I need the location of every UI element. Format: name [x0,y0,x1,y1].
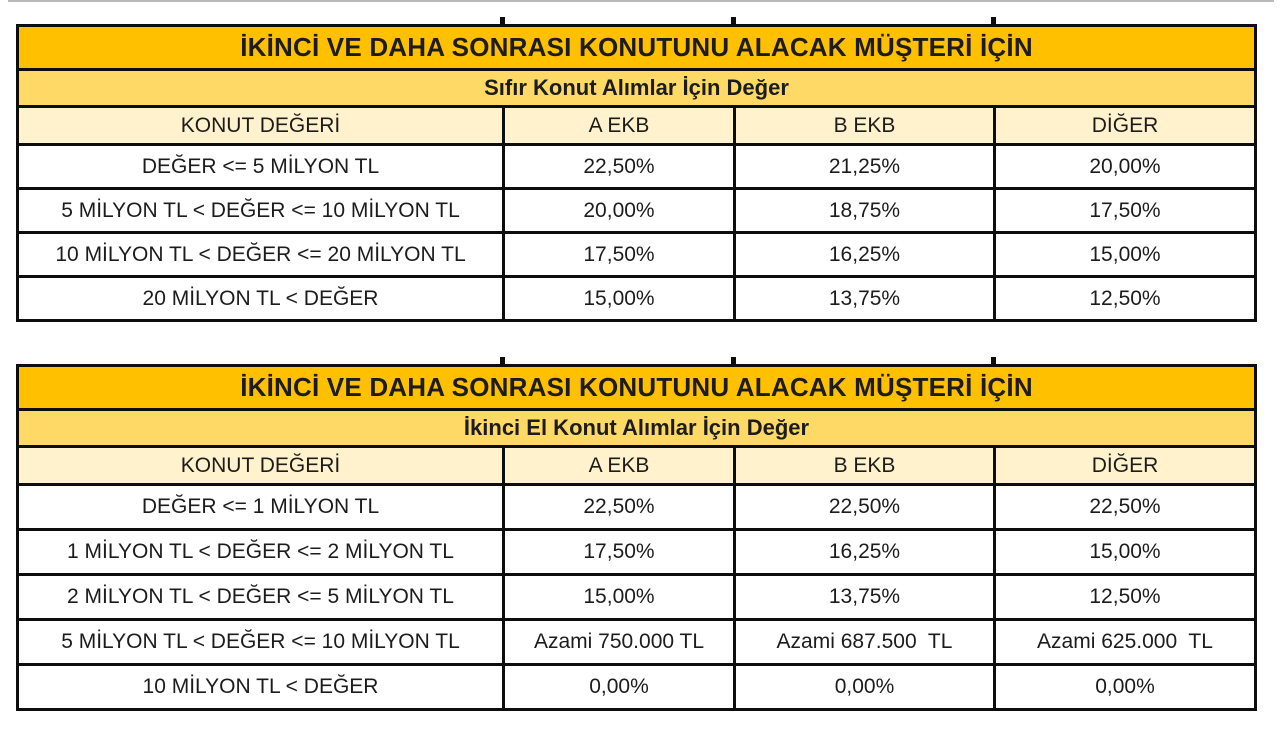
a-ekb-rate-cell: 22,50% [504,485,735,530]
b-ekb-rate-cell: 0,00% [735,665,995,710]
column-header-b-ekb: B EKB [735,447,995,485]
range-cell: 20 MİLYON TL < DEĞER [18,277,504,321]
diger-rate-cell: 15,00% [995,530,1256,575]
a-ekb-rate-cell: 0,00% [504,665,735,710]
column-header-row [18,107,1256,145]
column-header-a-ekb: A EKB [504,107,735,145]
table-row [18,277,1256,321]
a-ekb-max-amount-cell: Azami 750.000 TL [504,620,735,665]
range-cell: DEĞER <= 1 MİLYON TL [18,485,504,530]
diger-rate-cell: 12,50% [995,575,1256,620]
diger-rate-cell: 22,50% [995,485,1256,530]
b-ekb-rate-cell: 22,50% [735,485,995,530]
diger-rate-cell: 17,50% [995,189,1256,233]
b-ekb-rate-cell: 13,75% [735,575,995,620]
range-cell: 10 MİLYON TL < DEĞER [18,665,504,710]
column-header-b-ekb: B EKB [735,107,995,145]
range-cell: 2 MİLYON TL < DEĞER <= 5 MİLYON TL [18,575,504,620]
table-row [18,145,1256,189]
table-subtitle: İkinci El Konut Alımlar İçin Değer [18,410,1256,447]
a-ekb-rate-cell: 22,50% [504,145,735,189]
a-ekb-rate-cell: 17,50% [504,233,735,277]
diger-rate-cell: 15,00% [995,233,1256,277]
second-hand-home-rate-table [16,364,1257,711]
a-ekb-rate-cell: 15,00% [504,277,735,321]
range-cell: 1 MİLYON TL < DEĞER <= 2 MİLYON TL [18,530,504,575]
a-ekb-rate-cell: 20,00% [504,189,735,233]
new-home-rate-table [16,24,1257,322]
a-ekb-rate-cell: 17,50% [504,530,735,575]
table-title: İKİNCİ VE DAHA SONRASI KONUTUNU ALACAK MÜŞTERİ İÇİN [18,26,1256,70]
b-ekb-rate-cell: 21,25% [735,145,995,189]
b-ekb-rate-cell: 16,25% [735,530,995,575]
b-ekb-rate-cell: 18,75% [735,189,995,233]
range-cell: 10 MİLYON TL < DEĞER <= 20 MİLYON TL [18,233,504,277]
cropped-row-remnant-line [8,0,1274,2]
table-row [18,530,1256,575]
b-ekb-max-amount-cell: Azami 687.500 TL [735,620,995,665]
diger-rate-cell: 20,00% [995,145,1256,189]
a-ekb-rate-cell: 15,00% [504,575,735,620]
range-cell: 5 MİLYON TL < DEĞER <= 10 MİLYON TL [18,620,504,665]
range-cell: 5 MİLYON TL < DEĞER <= 10 MİLYON TL [18,189,504,233]
table-row [18,485,1256,530]
column-header-diger: DİĞER [995,447,1256,485]
table-title: İKİNCİ VE DAHA SONRASI KONUTUNU ALACAK MÜŞTERİ İÇİN [18,366,1256,410]
column-header-konut-degeri: KONUT DEĞERİ [18,447,504,485]
b-ekb-rate-cell: 16,25% [735,233,995,277]
b-ekb-rate-cell: 13,75% [735,277,995,321]
diger-rate-cell: 0,00% [995,665,1256,710]
table-row [18,575,1256,620]
table-subtitle: Sıfır Konut Alımlar İçin Değer [18,70,1256,107]
table-row [18,665,1256,710]
column-header-diger: DİĞER [995,107,1256,145]
range-cell: DEĞER <= 5 MİLYON TL [18,145,504,189]
table-title-row [18,366,1256,410]
column-header-row [18,447,1256,485]
column-header-a-ekb: A EKB [504,447,735,485]
table-row [18,189,1256,233]
column-header-konut-degeri: KONUT DEĞERİ [18,107,504,145]
table-row [18,620,1256,665]
table-subtitle-row [18,70,1256,107]
diger-rate-cell: 12,50% [995,277,1256,321]
table-row [18,233,1256,277]
table-subtitle-row [18,410,1256,447]
table-title-row [18,26,1256,70]
diger-max-amount-cell: Azami 625.000 TL [995,620,1256,665]
